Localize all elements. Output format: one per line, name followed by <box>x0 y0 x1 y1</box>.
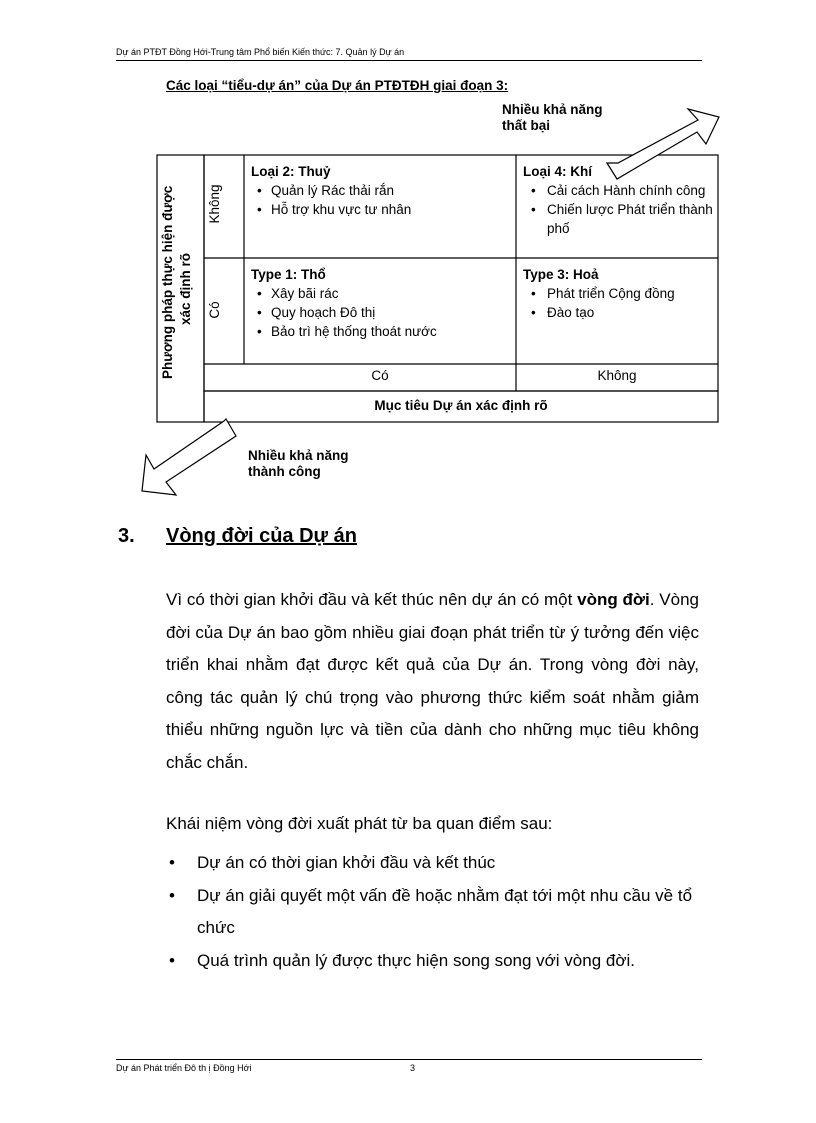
section-paragraph: Vì có thời gian khởi đầu và kết thúc nên dự án có một vòng đời. Vòng đời của Dự án bao gồm nhiều giai đoạn phát triển từ ý tưởng đến việc triển khai nhằm đạt được kết quả của Dự án. Trong vòng đời này, công tác quản lý chú trọng vào phương thức kiểm soát nhằm giảm thiểu những nguồn lực và tiền của dành cho những mục tiêu không chắc chắn. <box>166 590 699 772</box>
list-item: • Cải cách Hành chính công <box>523 181 717 200</box>
page-number: 3 <box>410 1063 416 1073</box>
row-label-khong: Không <box>207 184 222 224</box>
success-likelihood-label: Nhiều khả năng thành công <box>248 448 349 479</box>
footer-rule <box>116 1059 702 1060</box>
cell-title: Loại 4: Khí <box>523 164 593 179</box>
list-item: • Quy hoạch Đô thị <box>251 303 509 322</box>
bold-term: vòng đời <box>577 590 650 609</box>
list-item: • Đào tạo <box>523 303 717 322</box>
x-axis-label: Mục tiêu Dự án xác định rõ <box>374 398 548 413</box>
cell-loai4 <box>523 162 717 238</box>
cell-loai2 <box>251 162 509 219</box>
page-header: Dự án PTĐT Đồng Hới-Trung tâm Phổ biến Kiến thức: 7. Quản lý Dự án <box>116 47 405 57</box>
list-item: • Hỗ trợ khu vực tư nhân <box>251 200 509 219</box>
matrix-diagram <box>0 0 816 520</box>
cell-title: Loại 2: Thuỷ <box>251 164 331 179</box>
cell-type3 <box>523 265 717 322</box>
page-footer: Dự án Phát triển Đô th ị Đồng Hới <box>116 1063 252 1073</box>
cell-type1 <box>251 265 509 341</box>
y-axis-label: Phương pháp thực hiện được xác định rõ <box>160 185 193 379</box>
section-heading <box>118 525 357 548</box>
list-item: • Dự án giải quyết một vấn đề hoặc nhằm đạt tới một nhu cầu về tổ chức <box>166 880 706 945</box>
bullet-intro: Khái niệm vòng đời xuất phát từ ba quan điểm sau: <box>166 814 553 833</box>
list-item: • Chiến lược Phát triển thành phố <box>523 200 717 238</box>
list-item: • Dự án có thời gian khởi đầu và kết thúc <box>166 847 706 880</box>
list-item: • Quá trình quản lý được thực hiện song song với vòng đời. <box>166 945 706 978</box>
list-item: • Xây bãi rác <box>251 284 509 303</box>
row-label-co: Có <box>207 301 222 319</box>
success-arrow <box>142 419 236 495</box>
cell-title: Type 1: Thổ <box>251 267 326 282</box>
list-item: • Quản lý Rác thải rắn <box>251 181 509 200</box>
fail-likelihood-label: Nhiều khả năng thất bại <box>502 102 603 133</box>
section-number: 3. <box>118 525 135 547</box>
col-label-khong: Không <box>597 368 637 383</box>
col-label-co: Có <box>371 368 389 383</box>
list-item: • Phát triển Cộng đồng <box>523 284 717 303</box>
diagram-title: Các loại “tiểu-dự án” của Dự án PTĐTĐH giai đoạn 3: <box>166 78 509 93</box>
list-item: • Bảo trì hệ thống thoát nước <box>251 322 509 341</box>
cell-title: Type 3: Hoả <box>523 267 599 282</box>
bullet-list <box>166 847 706 977</box>
section-title: Vòng đời của Dự án <box>166 525 357 547</box>
